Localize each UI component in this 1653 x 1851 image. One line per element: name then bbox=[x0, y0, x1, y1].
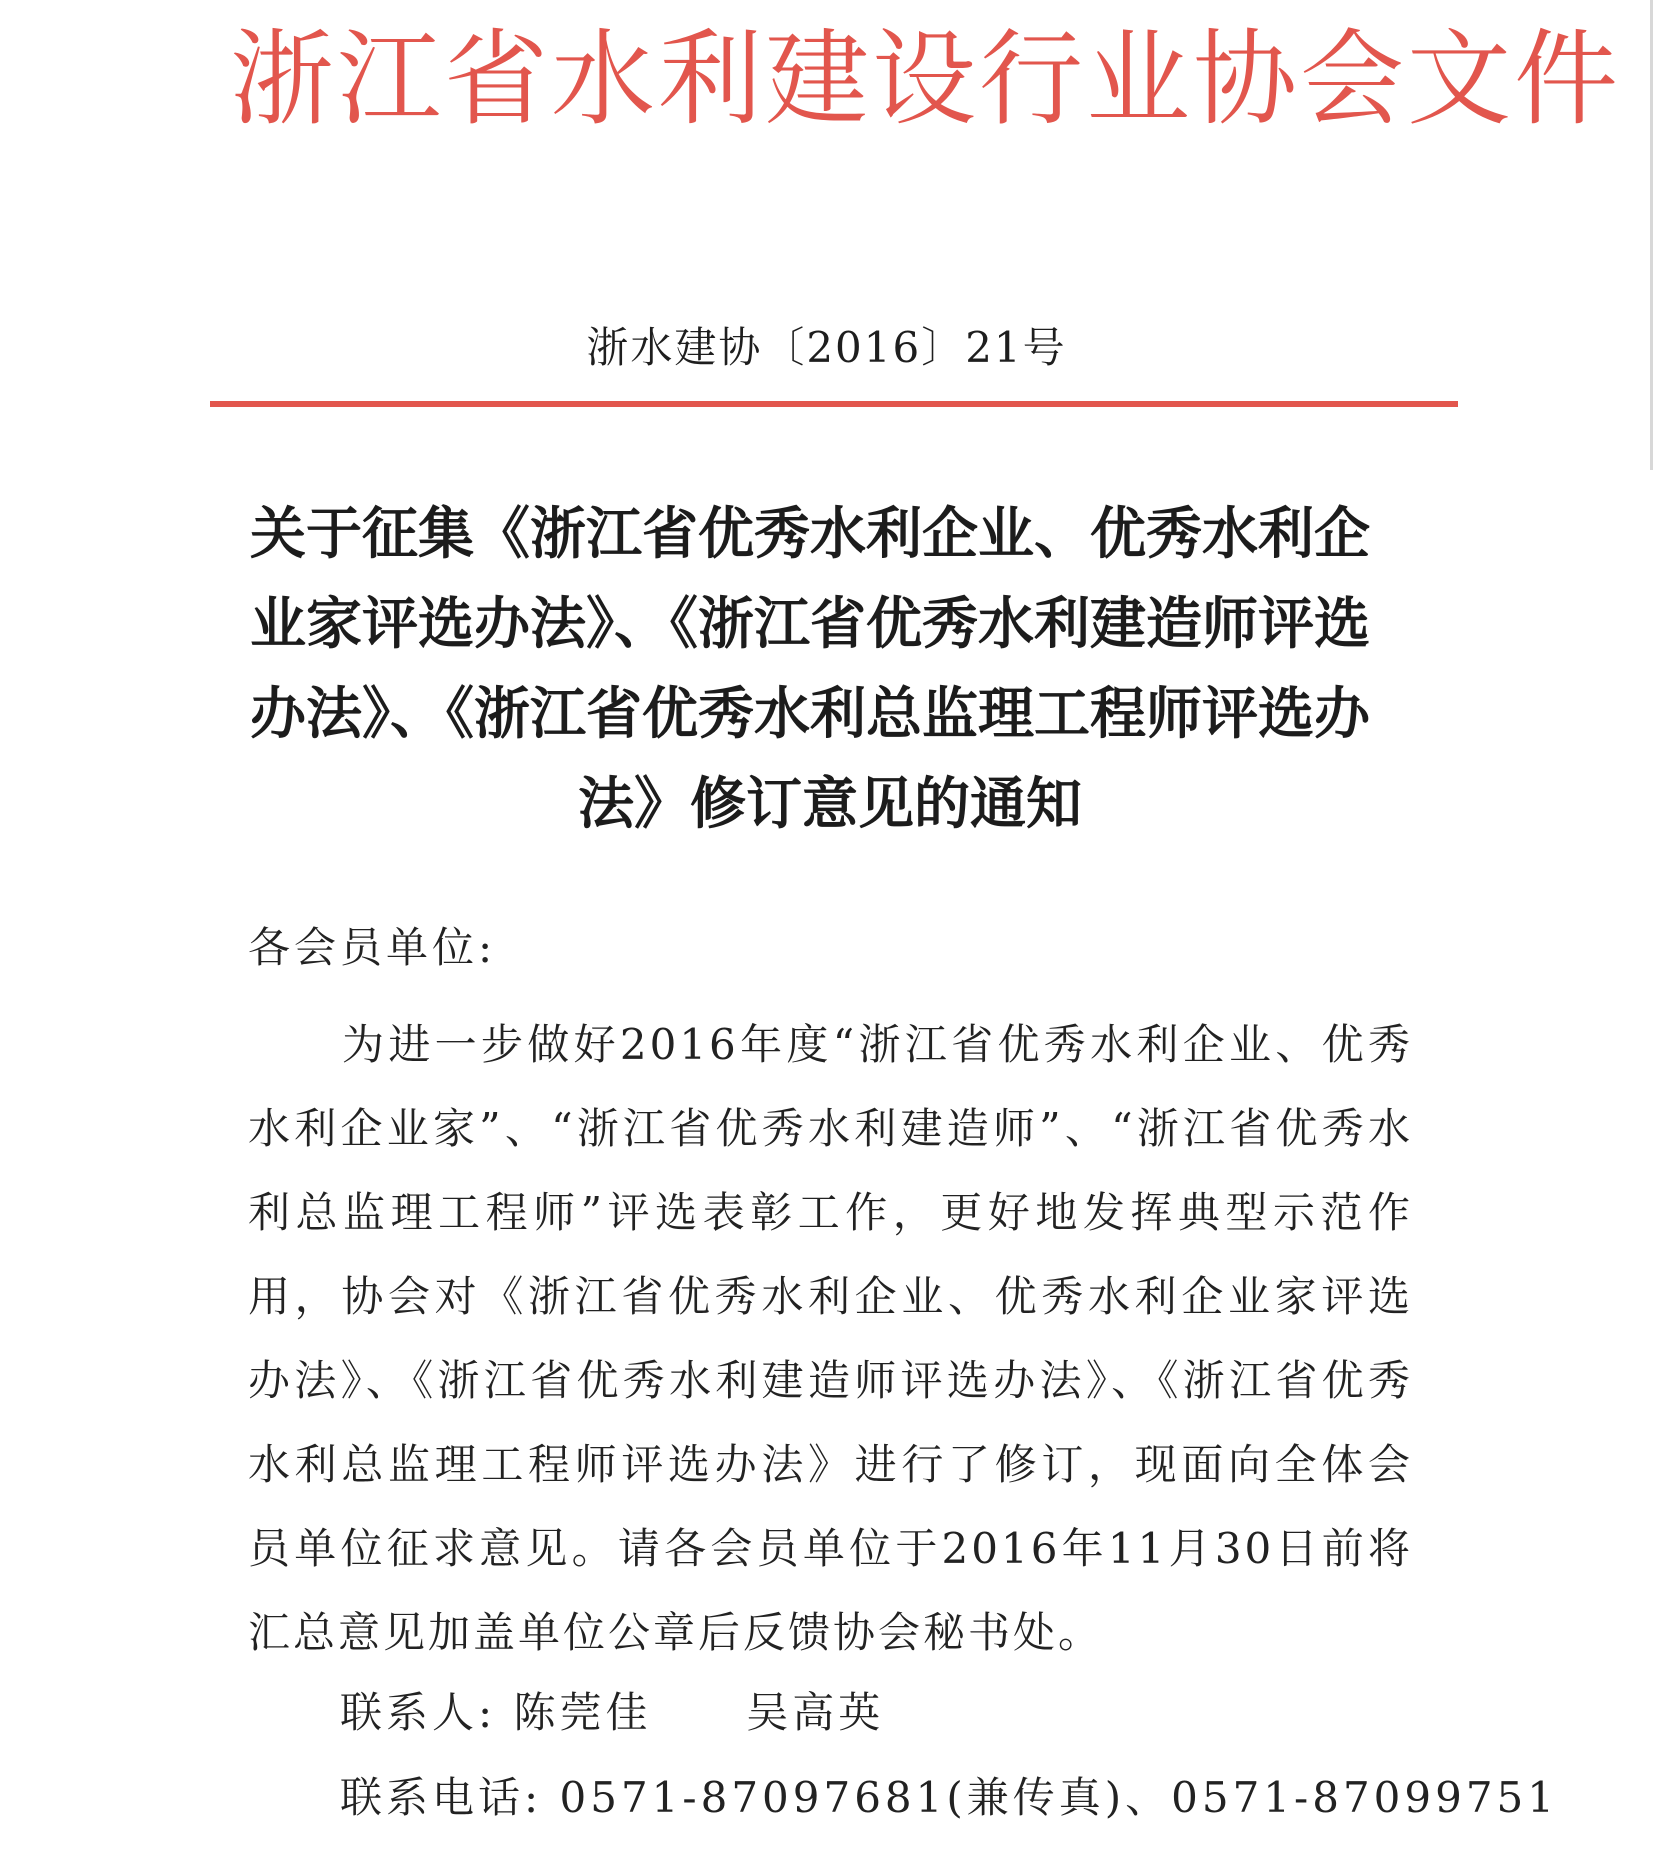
notice-title-line: 办法》、《浙江省优秀水利总监理工程师评选办 bbox=[250, 682, 1370, 747]
contact-phone-value: 0571-87097681(兼传真)、0571-87099751 bbox=[559, 1773, 1558, 1822]
issuer-header-title: 浙江省水利建设行业协会文件 bbox=[230, 18, 1622, 140]
notice-title-line: 法》修订意见的通知 bbox=[578, 772, 1082, 837]
notice-title-line: 业家评选办法》、《浙江省优秀水利建造师评选 bbox=[250, 592, 1370, 657]
notice-title bbox=[250, 490, 1410, 850]
contact-phone-line bbox=[340, 1768, 1558, 1828]
red-divider-line bbox=[210, 401, 1458, 407]
contact-person-name: 陈莞佳 bbox=[513, 1688, 652, 1737]
document-number: 浙水建协〔2016〕21号 bbox=[586, 323, 1067, 372]
contact-person-label: 联系人: bbox=[340, 1688, 497, 1737]
contact-person-name: 吴高英 bbox=[746, 1688, 885, 1737]
contact-person-line bbox=[340, 1683, 884, 1743]
salutation: 各会员单位: bbox=[248, 923, 497, 972]
body-paragraph: 为进一步做好2016年度“浙江省优秀水利企业、优秀水利企业家”、“浙江省优秀水利建造师”、“浙江省优秀水利总监理工程师”评选表彰工作，更好地发挥典型示范作用，协会对《浙江省优秀水利企业、优秀水利企业家评选办法》、《浙江省优秀水利建造师评选办法》、《浙江省优秀水利总监理工程师评选办法》进行了修订，现面向全体会员单位征求意见。请各会员单位于2016年11月30日前将汇总意见加盖单位公章后反馈协会秘书处。 bbox=[248, 1020, 1413, 1657]
contact-phone-label: 联系电话: bbox=[340, 1773, 543, 1822]
notice-title-line: 关于征集《浙江省优秀水利企业、优秀水利企 bbox=[250, 502, 1370, 567]
